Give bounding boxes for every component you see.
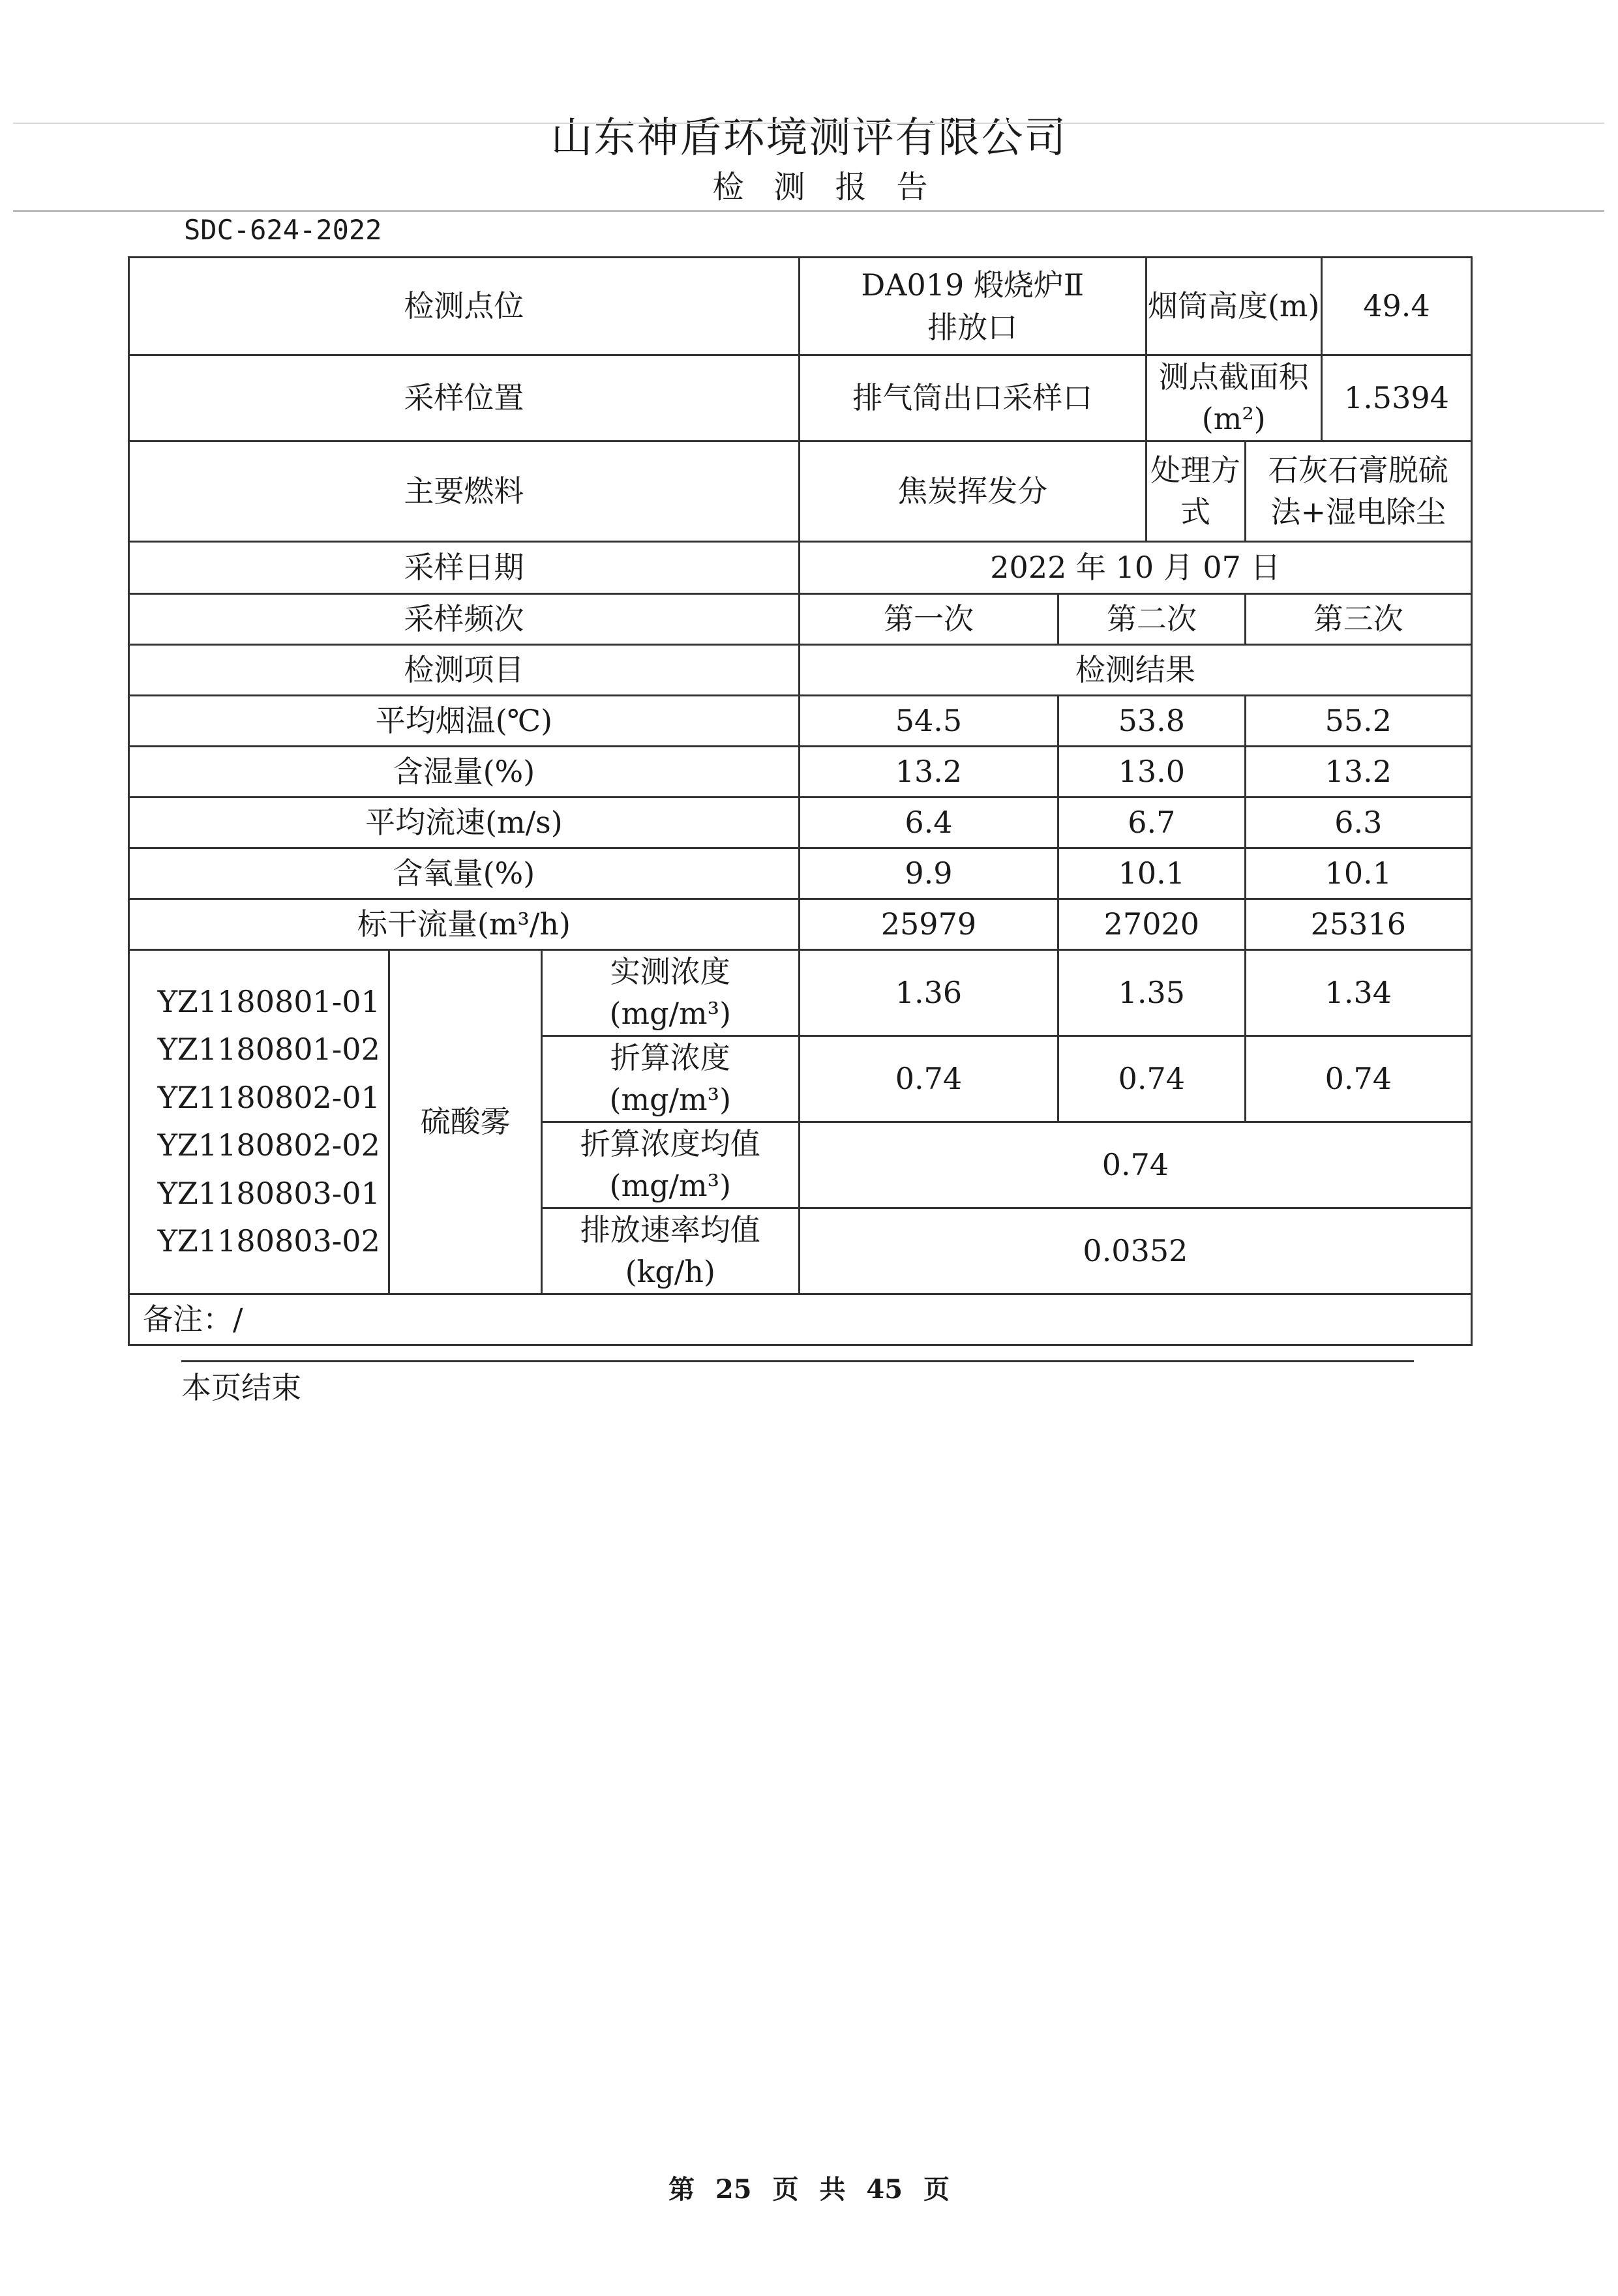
param-value: 27020 [1058, 899, 1246, 949]
sample-id: YZ1180803-02 [157, 1223, 380, 1259]
param-value: 53.8 [1058, 695, 1246, 746]
footer-ye2: 页 [923, 2174, 950, 2205]
page-footer [0, 2169, 1618, 2206]
page-end-note: 本页结束 [181, 1370, 301, 1405]
point-value-line1: DA019 煅烧炉Ⅱ [861, 267, 1085, 303]
treatment-value-line2: 法+湿电除尘 [1270, 494, 1446, 530]
table-row [129, 355, 1472, 441]
document-number: SDC-624-2022 [184, 214, 382, 246]
param-value: 10.1 [1058, 848, 1246, 899]
table-row [129, 899, 1472, 949]
footer-gong: 共 [819, 2174, 846, 2205]
footer-page-number: 25 [715, 2174, 752, 2205]
table-row [129, 541, 1472, 593]
item-label: 检测项目 [129, 644, 800, 695]
param-value: 13.2 [799, 746, 1058, 797]
measured-label-line2: (mg/m³) [609, 996, 732, 1032]
treatment-value [1245, 441, 1471, 541]
param-value: 25979 [799, 899, 1058, 949]
table-row [129, 1294, 1472, 1345]
table-row [129, 797, 1472, 848]
remark: 备注：/ [129, 1294, 1472, 1345]
measured-label [541, 949, 799, 1036]
treatment-label: 处理方式 [1146, 441, 1245, 541]
param-value: 6.3 [1245, 797, 1471, 848]
point-value-line2: 排放口 [927, 309, 1018, 345]
converted-label-line2: (mg/m³) [609, 1082, 732, 1118]
measured-value: 1.36 [799, 949, 1058, 1036]
section-area-label: 测点截面积(m²) [1146, 355, 1321, 441]
param-value: 10.1 [1245, 848, 1471, 899]
frequency-2: 第二次 [1058, 593, 1246, 644]
treatment-value-line1: 石灰石膏脱硫 [1268, 452, 1448, 488]
sample-date-value: 2022 年 10 月 07 日 [799, 541, 1471, 593]
converted-label-line1: 折算浓度 [610, 1039, 730, 1075]
stack-height-label: 烟筒高度(m) [1146, 258, 1321, 355]
param-label: 平均烟温(℃) [129, 695, 800, 746]
emission-rate-label [541, 1208, 799, 1294]
param-value: 25316 [1245, 899, 1471, 949]
sample-id: YZ1180801-02 [157, 1032, 380, 1067]
sample-date-label: 采样日期 [129, 541, 800, 593]
sample-id: YZ1180802-01 [157, 1079, 380, 1115]
footer-ye: 页 [772, 2174, 799, 2205]
converted-avg-value: 0.74 [799, 1122, 1471, 1208]
table-row [129, 441, 1472, 541]
monitoring-results-table [128, 256, 1473, 1346]
footer-total-pages: 45 [866, 2174, 903, 2205]
fuel-value: 焦炭挥发分 [799, 441, 1146, 541]
param-label: 含氧量(%) [129, 848, 800, 899]
table-row [129, 746, 1472, 797]
footer-di: 第 [668, 2174, 695, 2205]
position-label: 采样位置 [129, 355, 800, 441]
header-rule-bottom [13, 210, 1604, 212]
table-row [129, 848, 1472, 899]
emission-rate-value: 0.0352 [799, 1208, 1471, 1294]
measured-label-line1: 实测浓度 [610, 953, 730, 989]
param-value: 9.9 [799, 848, 1058, 899]
stack-height-value: 49.4 [1321, 258, 1471, 355]
pollutant-name: 硫酸雾 [389, 949, 541, 1294]
param-value: 55.2 [1245, 695, 1471, 746]
table-row [129, 644, 1472, 695]
measured-value: 1.35 [1058, 949, 1246, 1036]
param-value: 13.0 [1058, 746, 1246, 797]
header-rule-top [13, 123, 1604, 124]
converted-value: 0.74 [1058, 1036, 1246, 1122]
converted-avg-label [541, 1122, 799, 1208]
company-name: 山东神盾环境测评有限公司 [550, 114, 1068, 162]
converted-value: 0.74 [1245, 1036, 1471, 1122]
param-label: 含湿量(%) [129, 746, 800, 797]
frequency-label: 采样频次 [129, 593, 800, 644]
result-label: 检测结果 [799, 644, 1471, 695]
document-type: 检测报告 [712, 169, 958, 205]
converted-value: 0.74 [799, 1036, 1058, 1122]
end-rule [181, 1360, 1414, 1362]
table-row [129, 258, 1472, 355]
point-label: 检测点位 [129, 258, 800, 355]
table-row [129, 695, 1472, 746]
converted-label [541, 1036, 799, 1122]
converted-avg-label-line2: (mg/m³) [609, 1168, 732, 1204]
param-value: 6.7 [1058, 797, 1246, 848]
param-label: 标干流量(m³/h) [129, 899, 800, 949]
position-value: 排气筒出口采样口 [799, 355, 1146, 441]
point-value [799, 258, 1146, 355]
table-row [129, 593, 1472, 644]
param-label: 平均流速(m/s) [129, 797, 800, 848]
param-value: 6.4 [799, 797, 1058, 848]
fuel-label: 主要燃料 [129, 441, 800, 541]
section-area-value: 1.5394 [1321, 355, 1471, 441]
frequency-3: 第三次 [1245, 593, 1471, 644]
param-value: 13.2 [1245, 746, 1471, 797]
converted-avg-label-line1: 折算浓度均值 [580, 1126, 760, 1161]
measured-value: 1.34 [1245, 949, 1471, 1036]
sample-id: YZ1180803-01 [157, 1175, 380, 1211]
sample-id: YZ1180802-02 [157, 1127, 380, 1163]
sample-id-list [129, 949, 389, 1294]
sample-id: YZ1180801-01 [157, 983, 380, 1019]
emission-rate-label-line1: 排放速率均值 [580, 1212, 760, 1247]
table-row [129, 949, 1472, 1036]
frequency-1: 第一次 [799, 593, 1058, 644]
emission-rate-label-line2: (kg/h) [625, 1254, 715, 1290]
param-value: 54.5 [799, 695, 1058, 746]
